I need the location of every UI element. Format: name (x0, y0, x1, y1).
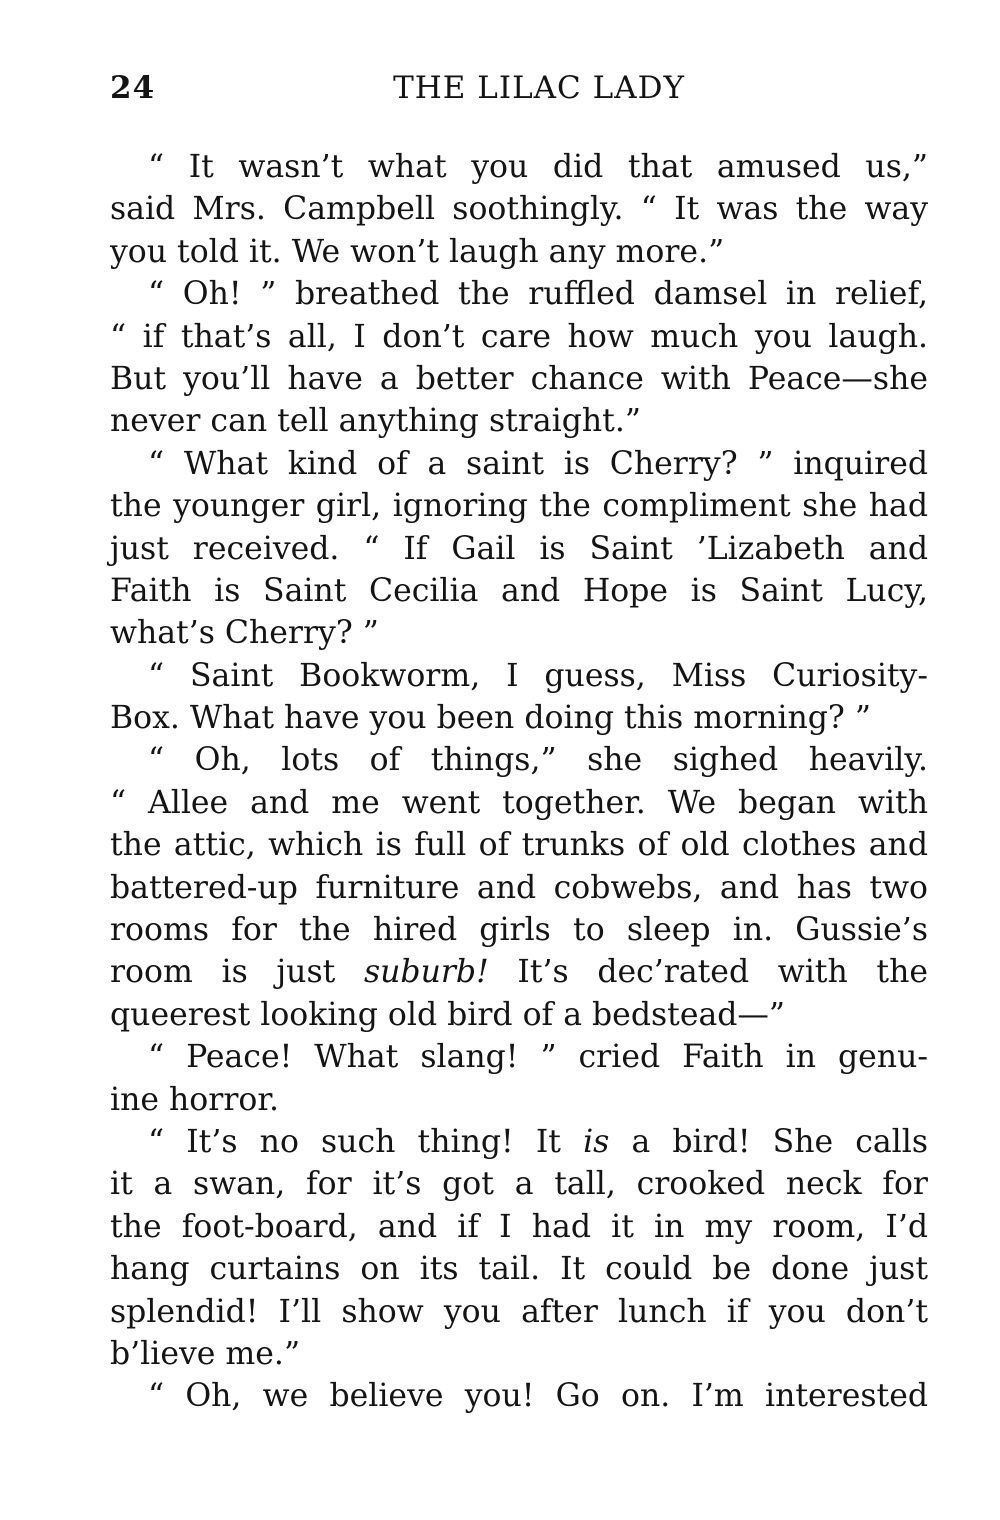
text-line: “ It wasn’t what you did that amused us,” (148, 149, 928, 185)
text-line: “ What kind of a saint is Cherry? ” inquired (148, 445, 928, 482)
text-line: rooms for the hired girls to sleep in. Gussie’s (110, 912, 928, 949)
text-line (110, 1121, 928, 1163)
text-line: battered-up furniture and cobwebs, and has two (110, 869, 928, 906)
text-line: “ Saint Bookworm, I guess, Miss Curiosity- (148, 657, 928, 694)
text-line: ine horror. (110, 1081, 279, 1118)
text-line: “ Allee and me went together. We began with (110, 784, 928, 821)
text-line: just received. “ If Gail is Saint ’Lizabeth and (110, 530, 928, 567)
text-line: Faith is Saint Cecilia and Hope is Saint Lucy, (110, 572, 928, 609)
text-line: But you’ll have a better chance with Peace—she (110, 360, 928, 397)
running-title: THE LILAC LADY (393, 70, 685, 106)
text-line: the foot-board, and if I had it in my room, I’d (110, 1208, 928, 1245)
text-line: Box. What have you been doing this morning? ” (110, 700, 871, 737)
book-page (110, 70, 928, 1418)
text-line: “ Oh, lots of things,” she sighed heavily. (148, 742, 928, 779)
body-text (110, 146, 928, 1418)
page-number: 24 (110, 70, 156, 106)
text-line: what’s Cherry? ” (110, 615, 379, 652)
italic-text: suburb! (363, 954, 489, 991)
text-line: it a swan, for it’s got a tall, crooked neck for (110, 1166, 928, 1203)
text-line: “ Oh, we believe you! Go on. I’m interested (148, 1378, 928, 1415)
running-head (110, 70, 928, 114)
text-line (110, 951, 928, 993)
text-line: the younger girl, ignoring the compliment she had (110, 488, 928, 525)
text-line: b’lieve me.” (110, 1335, 301, 1372)
text-segment: “ It’s no such thing! It (148, 1123, 584, 1160)
text-segment: room is just (110, 954, 364, 991)
text-line: “ Oh! ” breathed the ruffled damsel in relief, (148, 276, 928, 313)
text-line: never can tell anything straight.” (110, 403, 641, 440)
text-segment: a bird! She calls (609, 1123, 928, 1160)
text-line: “ if that’s all, I don’t care how much you laugh. (110, 318, 928, 355)
italic-text: is (583, 1123, 610, 1160)
text-line: you told it. We won’t laugh any more.” (110, 233, 725, 270)
text-line: said Mrs. Campbell soothingly. “ It was the way (110, 191, 928, 228)
text-line: “ Peace! What slang! ” cried Faith in genu- (148, 1039, 928, 1076)
text-line: hang curtains on its tail. It could be done just (110, 1251, 928, 1288)
text-segment: It’s dec’rated with the (488, 954, 928, 991)
text-line: the attic, which is full of trunks of old clothes and (110, 827, 928, 864)
text-line: queerest looking old bird of a bedstead—” (110, 996, 786, 1033)
text-line: splendid! I’ll show you after lunch if you don’t (110, 1293, 928, 1330)
